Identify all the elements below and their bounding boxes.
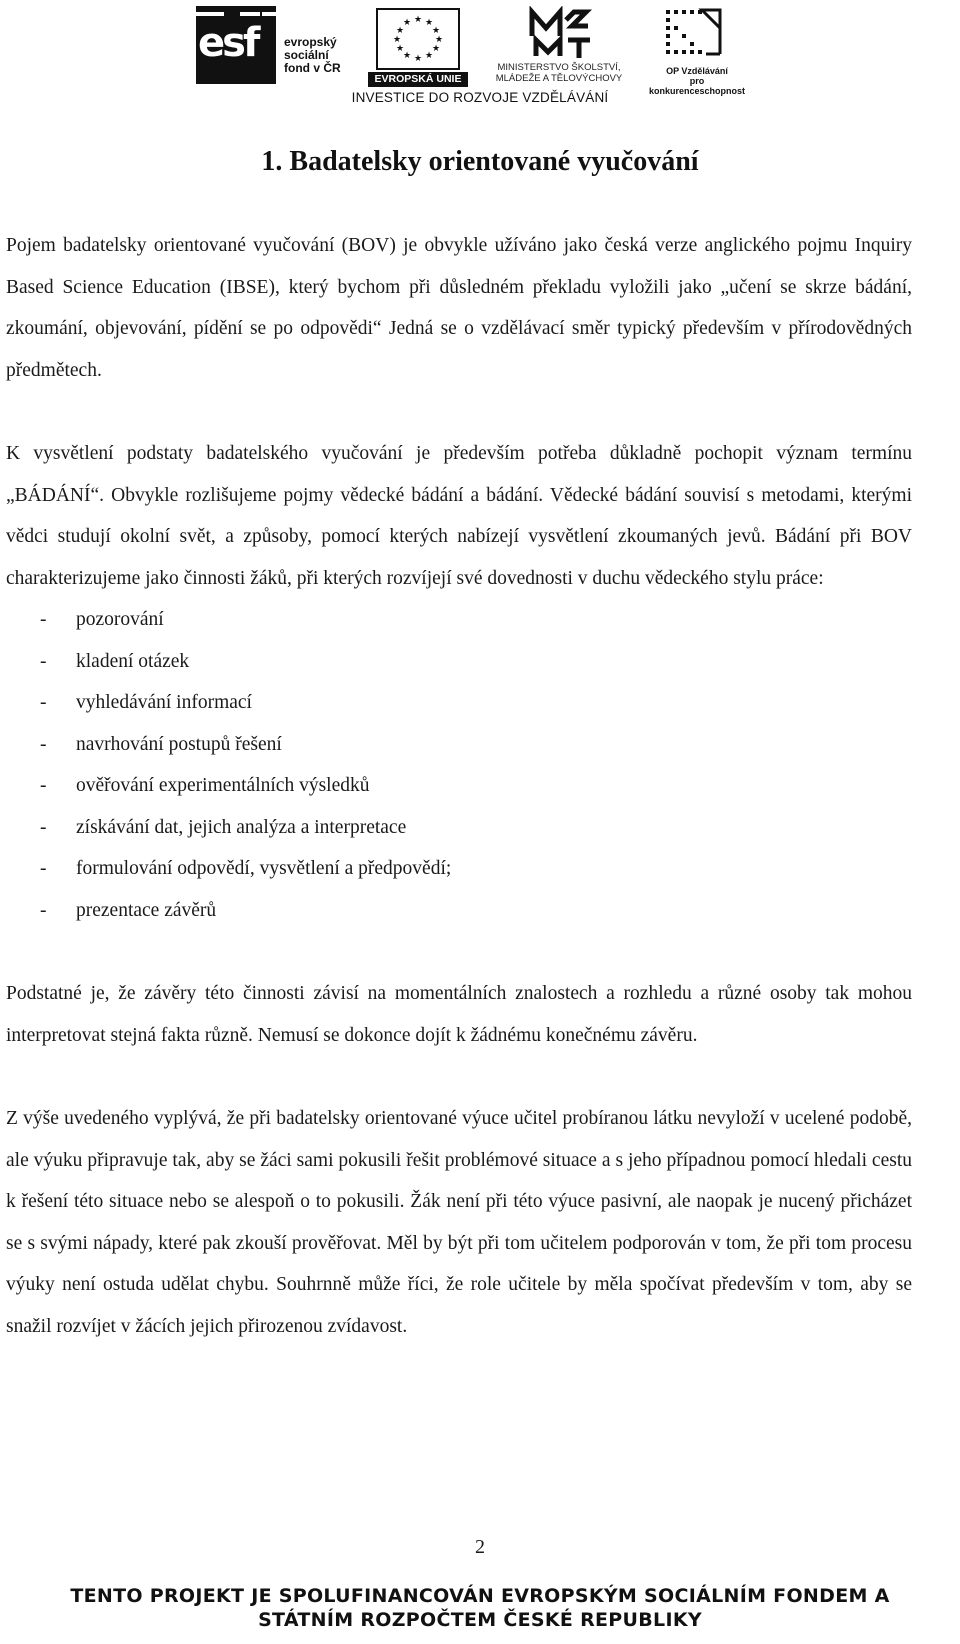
esf-text: [284, 36, 364, 75]
op-line1: OP Vzdělávání: [666, 66, 728, 76]
list-item-text: prezentace závěrů: [76, 899, 217, 921]
eu-logo: [368, 6, 468, 92]
list-item: [6, 599, 912, 641]
svg-text:★: ★: [402, 51, 412, 61]
svg-text:★: ★: [413, 15, 423, 25]
svg-text:★: ★: [402, 18, 412, 28]
paragraph-zavery: Podstatné je, že závěry této činnosti závisí na momentálních znalostech a rozhledu a různé osoby tak mohou interpretovat stejná fakta různě. Nemusí se dokonce dojít k žádnému konečnému závěru.: [6, 983, 912, 1046]
list-item-text: ověřování experimentálních výsledků: [76, 775, 370, 796]
list-marker: -: [40, 609, 47, 630]
footer-line2: STÁTNÍM ROZPOČTEM ČESKÉ REPUBLIKY: [258, 1609, 702, 1631]
svg-text:★: ★: [395, 26, 405, 36]
paragraph-vyuka: Z výše uvedeného vyplývá, že při badatelsky orientované výuce učitel probíranou látku nevyloží v ucelené podobě, ale výuku připravuje tak, aby se žáci sami pokusili řešit problémové situace a s jeho případnou pomocí hledali cestu k řešení této situace nebo se alespoň o to pokusili. Žák není při této výuce pasivní, ale naopak je nucený přicházet se s svými nápady, které pak zkouší prověřovat. Měl by být při tom učitelem podporován v tom, že při tom procesu výuky není ostuda udělat chybu. Souhrnně může říci, že role učitele by měla spočívat především v tom, aby se snažil rozvíjet v žácích jejich přirozenou zvídavost.: [6, 1108, 912, 1337]
list-item-text: formulování odpovědí, vysvětlení a předpovědí;: [76, 858, 452, 879]
list-item: [6, 848, 912, 890]
svg-text:★: ★: [395, 44, 405, 54]
list-item: [6, 765, 912, 807]
list-item: [6, 807, 912, 849]
eu-stars-icon: [378, 10, 458, 68]
msmt-line2: MLÁDEŽE A TĚLOVÝCHOVY: [495, 73, 623, 84]
funding-footer: [0, 1584, 960, 1632]
msmt-text: [484, 62, 634, 84]
esf-letters: esf: [198, 20, 258, 66]
footer-line1: TENTO PROJEKT JE SPOLUFINANCOVÁN EVROPSKÝM SOCIÁLNÍM FONDEM A: [70, 1585, 890, 1607]
list-item: [6, 682, 912, 724]
paragraph-spacer: [6, 931, 912, 973]
op-logo: [642, 6, 752, 96]
investice-slogan: INVESTICE DO ROZVOJE VZDĚLÁVÁNÍ: [351, 90, 609, 105]
svg-text:★: ★: [431, 26, 441, 36]
esf-logo: [196, 6, 356, 84]
page-number: 2: [475, 1536, 485, 1558]
skills-list: [6, 599, 912, 931]
list-marker: -: [40, 692, 47, 713]
list-item-text: získávání dat, jejich analýza a interpretace: [76, 816, 407, 838]
list-item-text: kladení otázek: [76, 650, 190, 672]
esf-line1: evropský: [284, 35, 337, 49]
svg-text:★: ★: [424, 51, 434, 61]
svg-text:★: ★: [424, 18, 434, 28]
svg-text:★: ★: [413, 54, 423, 64]
paragraph-spacer: [6, 1056, 912, 1098]
list-item-text: navrhování postupů řešení: [76, 733, 282, 755]
svg-text:★: ★: [431, 44, 441, 54]
svg-text:★: ★: [392, 35, 402, 45]
list-marker: -: [40, 775, 47, 796]
esf-mark: [196, 6, 276, 84]
list-marker: -: [40, 650, 47, 672]
list-item: [6, 724, 912, 766]
op-line2: pro konkurenceschopnost: [648, 76, 746, 96]
esf-line3: fond v ČR: [284, 61, 341, 75]
list-marker: -: [40, 899, 47, 921]
eu-flag-icon: [376, 8, 460, 70]
list-marker: -: [40, 816, 47, 838]
list-item-text: pozorování: [76, 609, 164, 630]
esf-line2: sociální: [284, 48, 329, 62]
document-body: [6, 225, 912, 1347]
paragraph-spacer: [6, 391, 912, 433]
eu-label: EVROPSKÁ UNIE: [368, 72, 468, 87]
section-heading: 1. Badatelsky orientované vyučování: [261, 146, 699, 177]
op-mark-icon: [662, 6, 732, 62]
list-marker: -: [40, 858, 47, 879]
header-logo-strip: [196, 6, 756, 96]
msmt-line1: MINISTERSTVO ŠKOLSTVÍ,: [497, 62, 621, 73]
msmt-mark-icon: [526, 6, 596, 60]
list-item: [6, 890, 912, 932]
svg-text:★: ★: [434, 35, 444, 45]
paragraph-intro: Pojem badatelsky orientované vyučování (BOV) je obvykle užíváno jako česká verze anglického pojmu Inquiry Based Science Education (IBSE), který bychom při důsledném překladu vyložili jako „učení se skrze bádání, zkoumání, objevování, pídění se po odpovědi“ Jedná se o vzdělávací směr typický především v přírodovědných předmětech.: [6, 235, 912, 381]
paragraph-badani: K vysvětlení podstaty badatelského vyučování je především potřeba důkladně pochopit význam termínu „BÁDÁNÍ“. Obvykle rozlišujeme pojmy vědecké bádání a bádání. Vědecké bádání souvisí s metodami, kterými vědci studují okolní svět, a způsoby, pomocí kterých nabízejí vysvětlení zkoumaných jevů. Bádání při BOV charakterizujeme jako činnosti žáků, při kterých rozvíjejí své dovednosti v duchu vědeckého stylu práce:: [6, 443, 912, 589]
list-item-text: vyhledávání informací: [76, 692, 252, 713]
list-item: [6, 641, 912, 683]
list-marker: -: [40, 733, 47, 755]
msmt-logo: [484, 6, 634, 92]
